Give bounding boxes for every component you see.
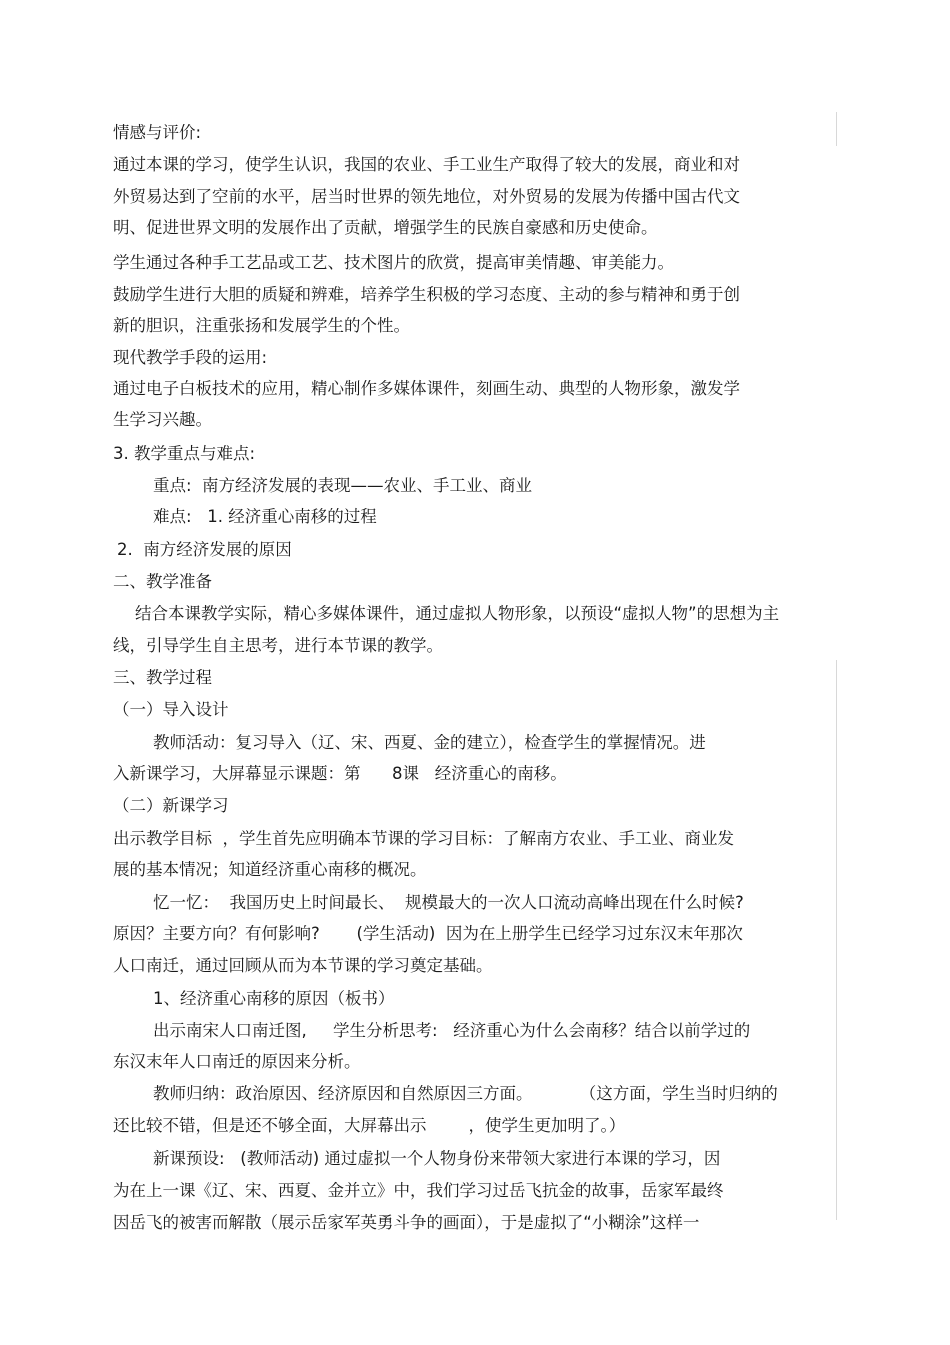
text-line: 鼓励学生进行大胆的质疑和辨难，培养学生积极的学习态度、主动的参与精神和勇于创 xyxy=(113,285,740,304)
text-line: 忆一忆： 我国历史上时间最长、 规模最大的一次人口流动高峰出现在什么时候? xyxy=(153,893,744,912)
text-line: 新的胆识，注重张扬和发展学生的个性。 xyxy=(113,316,410,335)
text-line: 还比较不错，但是还不够全面，大屏幕出示 ，使学生更加明了。） xyxy=(113,1116,626,1135)
text-line: 3. 教学重点与难点: xyxy=(113,444,256,463)
text-line: （二）新课学习 xyxy=(113,796,229,815)
text-line: 明、促进世界文明的发展作出了贡献，增强学生的民族自豪感和历史使命。 xyxy=(113,218,658,237)
text-line: 东汉末年人口南迁的原因来分析。 xyxy=(113,1052,361,1071)
text-line: 二、教学准备 xyxy=(113,572,212,591)
text-line: 新课预设: (教师活动) 通过虚拟一个人物身份来带领大家进行本课的学习，因 xyxy=(153,1149,721,1168)
text-line: 线，引导学生自主思考，进行本节课的教学。 xyxy=(113,636,443,655)
text-line: 学生通过各种手工艺品或工艺、技术图片的欣赏，提高审美情趣、审美能力。 xyxy=(113,253,674,272)
text-line: 通过本课的学习，使学生认识，我国的农业、手工业生产取得了较大的发展，商业和对 xyxy=(113,155,740,174)
text-line: 出示南宋人口南迁图, 学生分析思考: 经济重心为什么会南移？结合以前学过的 xyxy=(153,1021,751,1040)
text-line: 结合本课教学实际，精心多媒体课件，通过虚拟人物形象，以预设“虚拟人物”的思想为主 xyxy=(135,604,780,623)
text-line: 因岳飞的被害而解散（展示岳家军英勇斗争的画面），于是虚拟了“小糊涂”这样一 xyxy=(113,1213,700,1232)
text-line: 1、经济重心南移的原因（板书） xyxy=(153,989,395,1008)
text-line: 外贸易达到了空前的水平，居当时世界的领先地位，对外贸易的发展为传播中国古代文 xyxy=(113,187,740,206)
text-line: 原因？主要方向？有何影响? (学生活动) 因为在上册学生已经学习过东汉末年那次 xyxy=(113,924,743,943)
text-line: 教师活动：复习导入（辽、宋、西夏、金的建立），检查学生的掌握情况。进 xyxy=(153,733,706,752)
text-line: 重点: 南方经济发展的表现——农业、手工业、商业 xyxy=(153,476,533,495)
text-line: 2. 南方经济发展的原因 xyxy=(117,540,292,559)
text-line: 人口南迁，通过回顾从而为本节课的学习奠定基础。 xyxy=(113,956,493,975)
text-line: 教师归纳：政治原因、经济原因和自然原因三方面。 （这方面，学生当时归纳的 xyxy=(153,1084,778,1103)
margin-rule-bottom xyxy=(836,660,837,1220)
text-line: 三、教学过程 xyxy=(113,668,212,687)
text-line: 入新课学习，大屏幕显示课题：第 8课 经济重心的南移。 xyxy=(113,764,567,783)
text-line: 展的基本情况；知道经济重心南移的概况。 xyxy=(113,860,427,879)
text-line: 为在上一课《辽、宋、西夏、金并立》中，我们学习过岳飞抗金的故事，岳家军最终 xyxy=(113,1181,724,1200)
text-line: 难点: 1. 经济重心南移的过程 xyxy=(153,507,377,526)
text-line: 情感与评价: xyxy=(113,123,202,142)
margin-rule-top xyxy=(836,112,837,146)
text-line: （一）导入设计 xyxy=(113,700,229,719)
text-line: 现代教学手段的运用: xyxy=(113,348,268,367)
text-line: 出示教学目标 ，学生首先应明确本节课的学习目标：了解南方农业、手工业、商业发 xyxy=(113,829,734,848)
text-line: 生学习兴趣。 xyxy=(113,410,212,429)
text-line: 通过电子白板技术的应用，精心制作多媒体课件，刻画生动、典型的人物形象，激发学 xyxy=(113,379,740,398)
